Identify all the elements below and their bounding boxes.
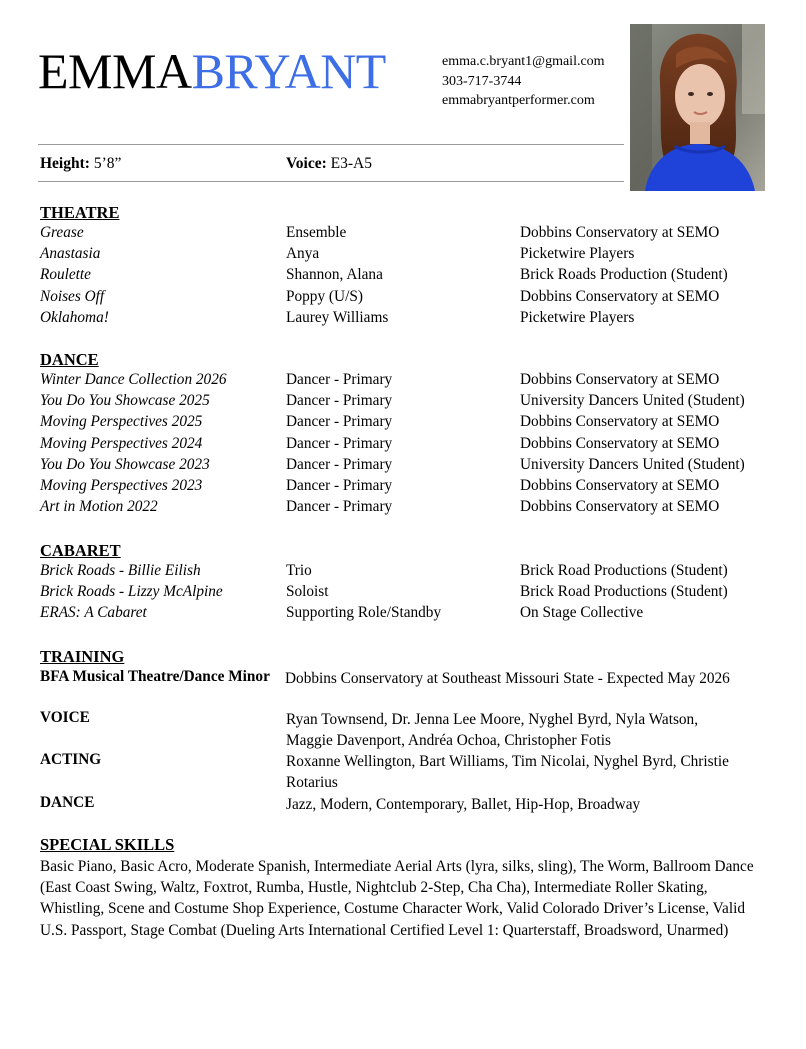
role: Supporting Role/Standby: [286, 604, 442, 622]
role: Shannon, Alana: [286, 266, 383, 284]
contact-info: [442, 52, 605, 111]
production-title: Moving Perspectives 2023: [40, 476, 203, 494]
role: Ensemble: [286, 224, 347, 241]
role: Poppy (U/S): [286, 287, 363, 305]
role: Soloist: [286, 583, 329, 601]
theatre-list: [40, 224, 780, 330]
production-title: Moving Perspectives 2025: [40, 413, 203, 431]
stats-divider: [38, 181, 624, 182]
production-title: Roulette: [40, 266, 91, 284]
production-title: Moving Perspectives 2024: [40, 434, 203, 452]
production-title: You Do You Showcase 2025: [40, 392, 210, 410]
company: On Stage Collective: [520, 604, 644, 622]
production-title: Winter Dance Collection 2026: [40, 371, 227, 388]
headshot-photo: [630, 24, 765, 191]
degree-label: BFA Musical Theatre/Dance Minor: [40, 668, 270, 685]
email-link[interactable]: emma.c.bryant1@gmail.com: [442, 54, 605, 69]
production-title: You Do You Showcase 2023: [40, 455, 210, 473]
cabaret-list: [40, 562, 780, 626]
role: Dancer - Primary: [286, 455, 393, 473]
dance-credit-row: [40, 392, 780, 413]
theatre-heading: THEATRE: [40, 203, 120, 222]
last-name: BRYANT: [191, 43, 386, 99]
cabaret-credit-row: [40, 562, 780, 583]
role: Dancer - Primary: [286, 371, 393, 388]
skills-heading: SPECIAL SKILLS: [40, 835, 175, 854]
dance-credit-row: [40, 413, 780, 434]
company: Dobbins Conservatory at SEMO: [520, 371, 720, 388]
company: Picketwire Players: [520, 308, 635, 326]
company: Dobbins Conservatory at SEMO: [520, 413, 720, 431]
dance-training-label: DANCE: [40, 794, 95, 811]
first-name: EMMA: [38, 43, 192, 99]
company: Dobbins Conservatory at SEMO: [520, 498, 720, 516]
dance-list: [40, 371, 780, 519]
website-link[interactable]: emmabryantperformer.com: [442, 93, 595, 108]
voice-training-label: VOICE: [40, 709, 90, 726]
production-title: ERAS: A Cabaret: [40, 604, 147, 622]
company: University Dancers United (Student): [520, 455, 745, 473]
role: Anya: [286, 245, 320, 263]
theatre-credit-row: [40, 266, 780, 287]
skills-text: Basic Piano, Basic Acro, Moderate Spanish, Intermediate Aerial Arts (lyra, silks, sling), The Worm, Ballroom Dance (East Coast Swing, Waltz, Foxtrot, Rumba, Hustle, Nightclub 2-Step, Cha Cha), Intermediate Roller Skating, Whistling, Scene and Costume Shop Experience, Costume Character Work, Valid Colorado Driver’s License, Valid U.S. Passport, Stage Combat (Dueling Arts International Certified Level 1: Quarterstaff, Broadsword, Unarmed): [40, 858, 754, 939]
role: Laurey Williams: [286, 308, 389, 326]
theatre-credit-row: [40, 224, 780, 245]
role: Dancer - Primary: [286, 434, 393, 452]
company: Brick Road Productions (Student): [520, 562, 728, 579]
header-divider: [38, 144, 624, 145]
theatre-credit-row: [40, 309, 780, 330]
role: Dancer - Primary: [286, 392, 393, 410]
acting-training-label: ACTING: [40, 751, 102, 768]
dance-credit-row: [40, 456, 780, 477]
cabaret-credit-row: [40, 604, 780, 625]
voice-stat: Voice: E3-A5: [286, 155, 372, 172]
company: Dobbins Conservatory at SEMO: [520, 434, 720, 452]
dance-heading: DANCE: [40, 350, 99, 369]
company: Dobbins Conservatory at SEMO: [520, 224, 720, 241]
height-stat: Height: 5’8”: [40, 155, 122, 172]
company: Brick Road Productions (Student): [520, 583, 728, 601]
role: Dancer - Primary: [286, 413, 393, 431]
production-title: Brick Roads - Lizzy McAlpine: [40, 583, 223, 601]
production-title: Grease: [40, 224, 84, 241]
theatre-credit-row: [40, 245, 780, 266]
theatre-credit-row: [40, 288, 780, 309]
performer-name: [38, 43, 386, 99]
dance-training-value: Jazz, Modern, Contemporary, Ballet, Hip-Hop, Broadway: [286, 796, 641, 813]
voice-training-value: Ryan Townsend, Dr. Jenna Lee Moore, Nyghel Byrd, Nyla Watson, Maggie Davenport, Andréa Ochoa, Christopher Fotis: [286, 711, 699, 750]
company: Dobbins Conservatory at SEMO: [520, 476, 720, 494]
cabaret-credit-row: [40, 583, 780, 604]
company: Brick Roads Production (Student): [520, 266, 728, 284]
production-title: Noises Off: [40, 287, 105, 305]
dance-credit-row: [40, 371, 780, 392]
role: Dancer - Primary: [286, 498, 393, 516]
degree-value: Dobbins Conservatory at Southeast Missouri State - Expected May 2026: [285, 670, 730, 687]
company: University Dancers United (Student): [520, 392, 745, 410]
production-title: Art in Motion 2022: [40, 498, 158, 516]
dance-credit-row: [40, 498, 780, 519]
dance-credit-row: [40, 435, 780, 456]
role: Trio: [286, 562, 312, 579]
production-title: Oklahoma!: [40, 308, 109, 326]
production-title: Anastasia: [40, 245, 101, 263]
cabaret-heading: CABARET: [40, 541, 121, 560]
company: Picketwire Players: [520, 245, 635, 263]
phone-number: 303-717-3744: [442, 73, 522, 89]
production-title: Brick Roads - Billie Eilish: [40, 562, 201, 579]
training-heading: TRAINING: [40, 647, 125, 666]
role: Dancer - Primary: [286, 476, 393, 494]
acting-training-value: Roxanne Wellington, Bart Williams, Tim Nicolai, Nyghel Byrd, Christie Rotarius: [286, 753, 729, 792]
dance-credit-row: [40, 477, 780, 498]
company: Dobbins Conservatory at SEMO: [520, 287, 720, 305]
